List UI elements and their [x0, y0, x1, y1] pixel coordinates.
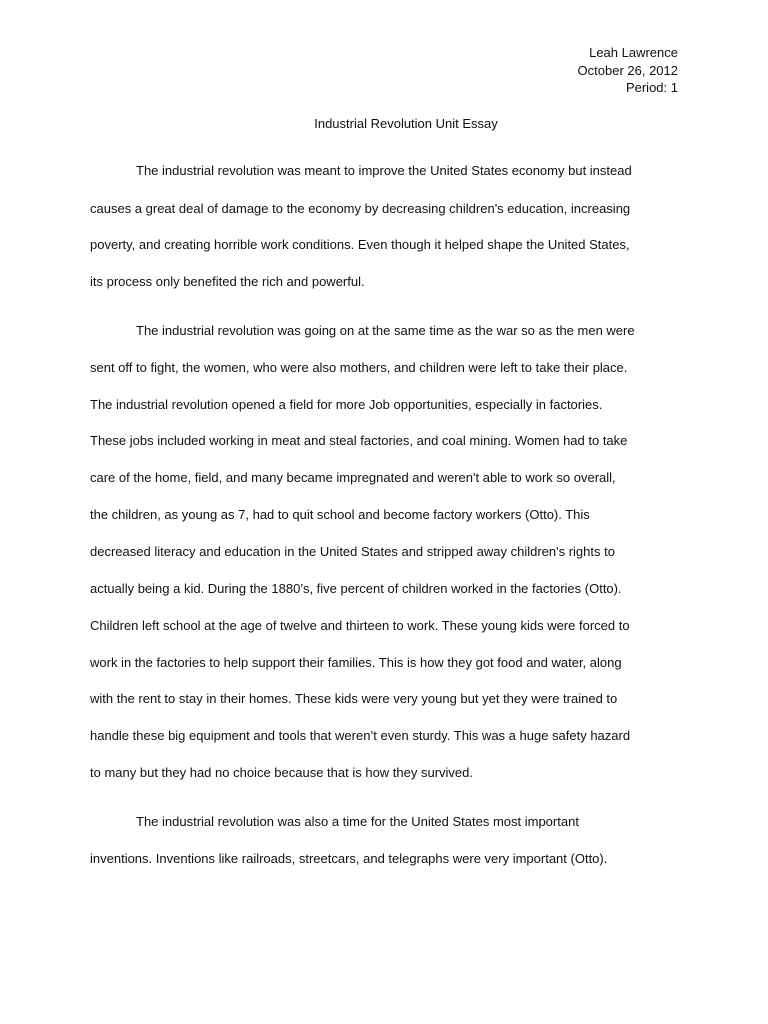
paragraph-2-line-6: the children, as young as 7, had to quit school and become factory workers (Otto). This	[90, 507, 590, 522]
paragraph-1-line-3: poverty, and creating horrible work conditions. Even though it helped shape the United States,	[90, 237, 630, 252]
header-block	[578, 44, 678, 97]
paragraph-3-line-1: The industrial revolution was also a time for the United States most important	[136, 814, 579, 829]
paragraph-2-line-2: sent off to fight, the women, who were also mothers, and children were left to take their place.	[90, 360, 628, 375]
author-name: Leah Lawrence	[589, 45, 678, 60]
paragraph-1-line-2: causes a great deal of damage to the economy by decreasing children's education, increasing	[90, 201, 631, 216]
paragraph-2-line-13: to many but they had no choice because that is how they survived.	[90, 765, 474, 780]
paragraph-1-line-4: its process only benefited the rich and powerful.	[90, 274, 365, 289]
paragraph-2-line-10: work in the factories to help support their families. This is how they got food and water, along	[90, 655, 622, 670]
paragraph-2-line-1: The industrial revolution was going on at the same time as the war so as the men were	[136, 323, 635, 338]
paragraph-2-line-7: decreased literacy and education in the United States and stripped away children's rights to	[90, 544, 615, 559]
paragraph-3-line-2: inventions. Inventions like railroads, streetcars, and telegraphs were very important (Otto).	[90, 851, 608, 866]
paragraph-2-line-11: with the rent to stay in their homes. These kids were very young but yet they were trained to	[90, 691, 618, 706]
paragraph-2-line-3: The industrial revolution opened a field for more Job opportunities, especially in factories.	[90, 397, 603, 412]
paragraph-2-line-9: Children left school at the age of twelve and thirteen to work. These young kids were forced to	[90, 618, 630, 633]
class-period: Period: 1	[625, 80, 678, 95]
paragraph-1-line-1: The industrial revolution was meant to improve the United States economy but instead	[136, 163, 632, 178]
paragraph-2-line-8: actually being a kid. During the 1880’s, five percent of children worked in the factories (Otto).	[90, 581, 622, 596]
paragraph-2-line-4: These jobs included working in meat and steal factories, and coal mining. Women had to take	[90, 433, 628, 448]
essay-date: October 26, 2012	[577, 62, 678, 78]
paragraph-2-line-5: care of the home, field, and many became impregnated and weren't able to work so overall,	[90, 470, 616, 485]
paragraph-2-line-12: handle these big equipment and tools that weren’t even sturdy. This was a huge safety hazard	[90, 728, 631, 743]
essay-title: Industrial Revolution Unit Essay	[314, 116, 498, 131]
